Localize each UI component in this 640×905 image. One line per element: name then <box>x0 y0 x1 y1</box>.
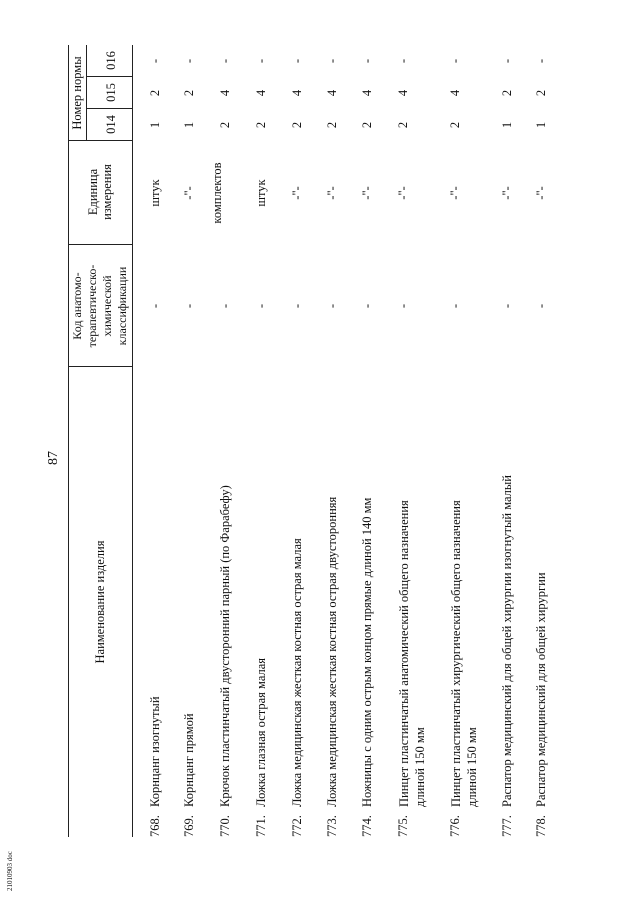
row-norm-015: 2 <box>534 89 548 97</box>
row-norm-015: 4 <box>254 89 268 97</box>
row-name: Корнцанг прямой <box>182 713 196 807</box>
row-unit: -"- <box>500 186 514 200</box>
page-number: 87 <box>46 451 61 465</box>
row-atc: - <box>218 303 232 309</box>
row-norm-016: - <box>500 58 514 64</box>
row-norm-015: 4 <box>360 89 374 97</box>
table-top-border <box>68 45 69 837</box>
row-norm-015: 2 <box>182 89 196 97</box>
header-unit: Единица измерения <box>86 164 114 220</box>
row-norm-015: 2 <box>148 89 162 97</box>
row-norm-015: 4 <box>448 89 462 97</box>
col-divider-code-unit <box>68 244 132 245</box>
row-name: Пинцет пластинчатый анатомический общего назначения длиной 150 мм <box>397 500 427 807</box>
row-number: 775. <box>396 815 410 837</box>
row-norm-014: 2 <box>218 121 232 129</box>
row-norm-016: - <box>325 58 339 64</box>
row-unit: -"- <box>290 186 304 200</box>
row-norm-016: - <box>360 58 374 64</box>
row-atc: - <box>290 303 304 309</box>
row-unit: штук <box>148 179 162 207</box>
row-unit: комплектов <box>210 162 224 224</box>
row-atc: - <box>254 303 268 309</box>
row-atc: - <box>182 303 196 309</box>
header-norm-number: Номер нормы <box>70 56 84 130</box>
row-unit: -"- <box>448 186 462 200</box>
row-unit: -"- <box>534 186 548 200</box>
row-number: 773. <box>325 815 339 837</box>
row-unit: -"- <box>396 186 410 200</box>
row-norm-016: - <box>182 58 196 64</box>
row-norm-015: 4 <box>396 89 410 97</box>
row-number: 776. <box>448 815 462 837</box>
row-number: 778. <box>534 815 548 837</box>
row-norm-016: - <box>254 58 268 64</box>
row-number: 777. <box>500 815 514 837</box>
row-atc: - <box>148 303 162 309</box>
row-norm-014: 2 <box>360 121 374 129</box>
row-norm-014: 2 <box>325 121 339 129</box>
row-norm-015: 2 <box>500 89 514 97</box>
row-number: 770. <box>218 815 232 837</box>
row-norm-015: 4 <box>218 89 232 97</box>
row-atc: - <box>534 303 548 309</box>
row-name: Ложка медицинская жесткая костная острая двусторонняя <box>325 496 339 807</box>
row-norm-014: 2 <box>448 121 462 129</box>
norm-header-divider <box>86 45 87 141</box>
table-header-bottom-border <box>132 45 133 837</box>
row-name: Ножницы с одним острым концом прямые длиной 140 мм <box>360 497 374 807</box>
row-norm-016: - <box>290 58 304 64</box>
row-name: Ложка медицинская жесткая костная острая малая <box>290 538 304 807</box>
row-norm-015: 4 <box>290 89 304 97</box>
row-norm-014: 1 <box>148 121 162 129</box>
row-name: Распатор медицинский для общей хирургии <box>534 572 548 807</box>
row-norm-016: - <box>148 58 162 64</box>
row-norm-016: - <box>218 58 232 64</box>
row-atc: - <box>448 303 462 309</box>
row-name: Корнцанг изогнутый <box>148 696 162 807</box>
footer-code: 21010903 doc <box>6 851 14 891</box>
row-norm-014: 2 <box>396 121 410 129</box>
header-norm-015: 015 <box>104 83 118 102</box>
row-atc: - <box>500 303 514 309</box>
header-norm-016: 016 <box>104 51 118 70</box>
row-unit: -"- <box>360 186 374 200</box>
row-name: Крючок пластинчатый двусторонний парный (по Фарабефу) <box>218 485 232 807</box>
row-atc: - <box>360 303 374 309</box>
row-norm-014: 2 <box>254 121 268 129</box>
row-number: 771. <box>254 815 268 837</box>
row-atc: - <box>396 303 410 309</box>
row-name: Пинцет пластинчатый хирургический общего назначения длиной 150 мм <box>449 500 479 807</box>
row-norm-014: 1 <box>500 121 514 129</box>
col-divider-unit-norm <box>68 140 132 141</box>
row-norm-015: 4 <box>325 89 339 97</box>
row-atc: - <box>325 303 339 309</box>
header-norm-014: 014 <box>104 115 118 134</box>
row-number: 772. <box>290 815 304 837</box>
row-unit: -"- <box>182 186 196 200</box>
row-norm-016: - <box>534 58 548 64</box>
row-unit: штук <box>254 179 268 207</box>
header-atc-code: Код анатомо-терапевтическо-химической классификации <box>70 264 129 348</box>
row-norm-016: - <box>396 58 410 64</box>
row-norm-016: - <box>448 58 462 64</box>
row-name: Распатор медицинский для общей хирургии изогнутый малый <box>500 474 514 807</box>
header-name: Наименование изделия <box>93 540 107 664</box>
row-norm-014: 1 <box>534 121 548 129</box>
row-number: 769. <box>182 815 196 837</box>
row-norm-014: 2 <box>290 121 304 129</box>
row-norm-014: 1 <box>182 121 196 129</box>
row-name: Ложка глазная острая малая <box>254 657 268 807</box>
row-number: 768. <box>148 815 162 837</box>
row-unit: -"- <box>325 186 339 200</box>
row-number: 774. <box>360 815 374 837</box>
